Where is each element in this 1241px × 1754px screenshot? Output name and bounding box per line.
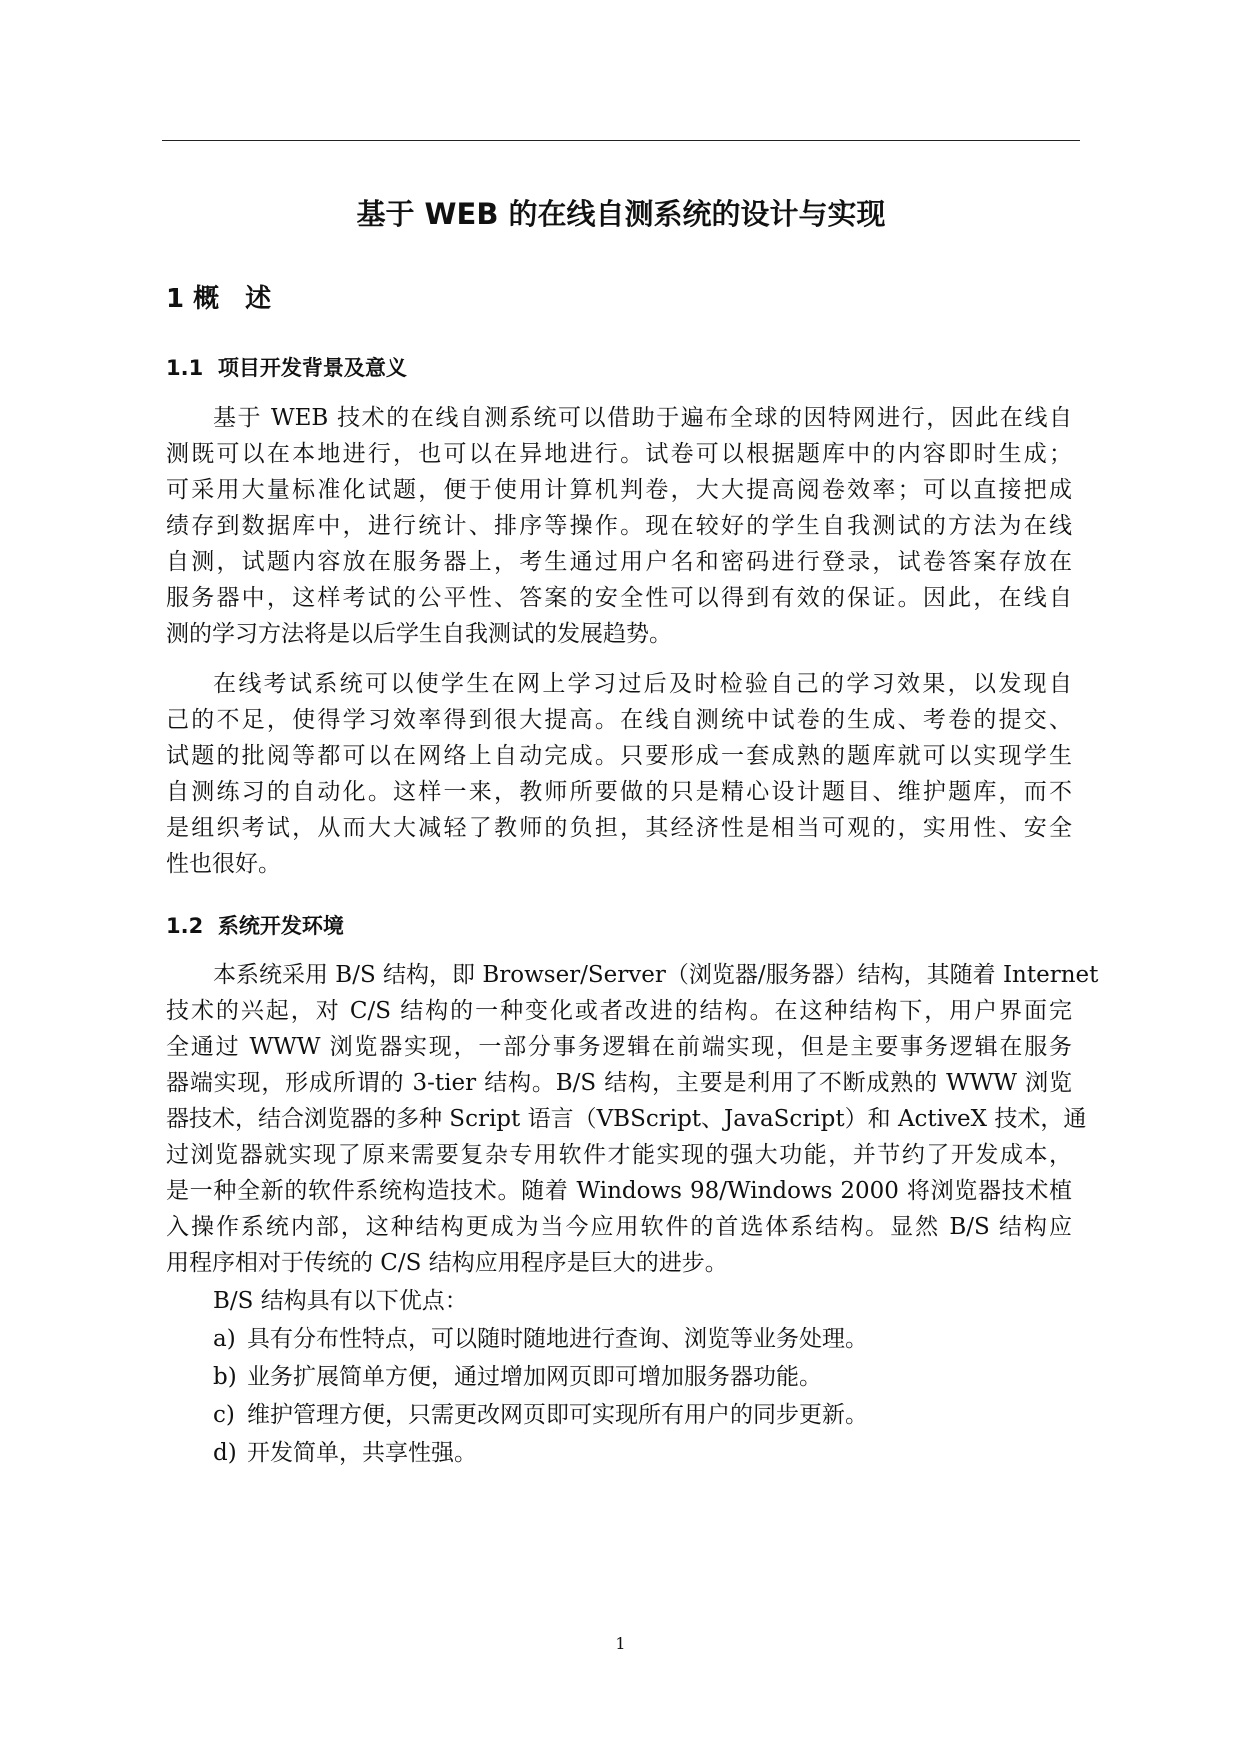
paragraph-line: 技术的兴起，对 C/S 结构的一种变化或者改进的结构。在这种结构下，用户界面完 — [166, 998, 1072, 1024]
paragraph-line: 本系统采用 B/S 结构，即 Browser/Server（浏览器/服务器）结构，其随着 Internet — [213, 962, 1099, 988]
list-item — [213, 1362, 822, 1392]
list-item — [213, 1400, 868, 1430]
list-item — [213, 1324, 868, 1354]
paragraph-line: 自测，试题内容放在服务器上，考生通过用户名和密码进行登录，试卷答案存放在 — [166, 549, 1072, 575]
section-1-2-heading: 1.2 系统开发环境 — [166, 914, 344, 938]
paragraph-line: 是组织考试，从而大大减轻了教师的负担，其经济性是相当可观的，实用性、安全 — [166, 815, 1072, 841]
paragraph-line: 测的学习方法将是以后学生自我测试的发展趋势。 — [166, 621, 672, 647]
list-marker: a) — [213, 1326, 236, 1352]
paragraph-line: 基于 WEB 技术的在线自测系统可以借助于遍布全球的因特网进行，因此在线自 — [213, 405, 1072, 431]
section-1-heading: 1 概 述 — [166, 284, 272, 314]
advantages-intro: B/S 结构具有以下优点： — [213, 1288, 468, 1314]
paragraph-line: 可采用大量标准化试题，便于使用计算机判卷，大大提高阅卷效率；可以直接把成 — [166, 477, 1072, 503]
paragraph-line: 己的不足，使得学习效率得到很大提高。在线自测统中试卷的生成、考卷的提交、 — [166, 707, 1072, 733]
paragraph-line: 自测练习的自动化。这样一来，教师所要做的只是精心设计题目、维护题库，而不 — [166, 779, 1072, 805]
list-item — [213, 1438, 477, 1468]
paragraph-line: 测既可以在本地进行，也可以在异地进行。试卷可以根据题库中的内容即时生成； — [166, 441, 1072, 467]
paragraph-line: 入操作系统内部，这种结构更成为当今应用软件的首选体系结构。显然 B/S 结构应 — [166, 1214, 1072, 1240]
list-item-text: 具有分布性特点，可以随时随地进行查询、浏览等业务处理。 — [247, 1326, 868, 1352]
document-title: 基于 WEB 的在线自测系统的设计与实现 — [356, 197, 886, 231]
paragraph-line: 在线考试系统可以使学生在网上学习过后及时检验自己的学习效果，以发现自 — [213, 671, 1072, 697]
paragraph-line: 全通过 WWW 浏览器实现，一部分事务逻辑在前端实现，但是主要事务逻辑在服务 — [166, 1034, 1072, 1060]
page-number: 1 — [615, 1634, 626, 1653]
list-marker: b) — [213, 1364, 237, 1390]
list-item-text: 维护管理方便，只需更改网页即可实现所有用户的同步更新。 — [247, 1402, 868, 1428]
header-rule — [162, 140, 1080, 141]
section-1-1-heading: 1.1 项目开发背景及意义 — [166, 356, 407, 380]
list-item-text: 业务扩展简单方便，通过增加网页即可增加服务器功能。 — [247, 1364, 822, 1390]
paragraph-line: 过浏览器就实现了原来需要复杂专用软件才能实现的强大功能，并节约了开发成本， — [166, 1142, 1072, 1168]
list-marker: c) — [213, 1402, 235, 1428]
paragraph-line: 器技术，结合浏览器的多种 Script 语言（VBScript、JavaScript）和 ActiveX 技术，通 — [166, 1106, 1087, 1132]
list-marker: d) — [213, 1440, 237, 1466]
paragraph-line: 服务器中，这样考试的公平性、答案的安全性可以得到有效的保证。因此，在线自 — [166, 585, 1072, 611]
list-item-text: 开发简单，共享性强。 — [247, 1440, 477, 1466]
paragraph-line: 是一种全新的软件系统构造技术。随着 Windows 98/Windows 2000 将浏览器技术植 — [166, 1178, 1072, 1204]
paragraph-line: 器端实现，形成所谓的 3-tier 结构。B/S 结构，主要是利用了不断成熟的 WWW 浏览 — [166, 1070, 1072, 1096]
paragraph-line: 性也很好。 — [166, 851, 281, 877]
paragraph-line: 绩存到数据库中，进行统计、排序等操作。现在较好的学生自我测试的方法为在线 — [166, 513, 1072, 539]
paragraph-line: 试题的批阅等都可以在网络上自动完成。只要形成一套成熟的题库就可以实现学生 — [166, 743, 1072, 769]
paragraph-line: 用程序相对于传统的 C/S 结构应用程序是巨大的进步。 — [166, 1250, 728, 1276]
